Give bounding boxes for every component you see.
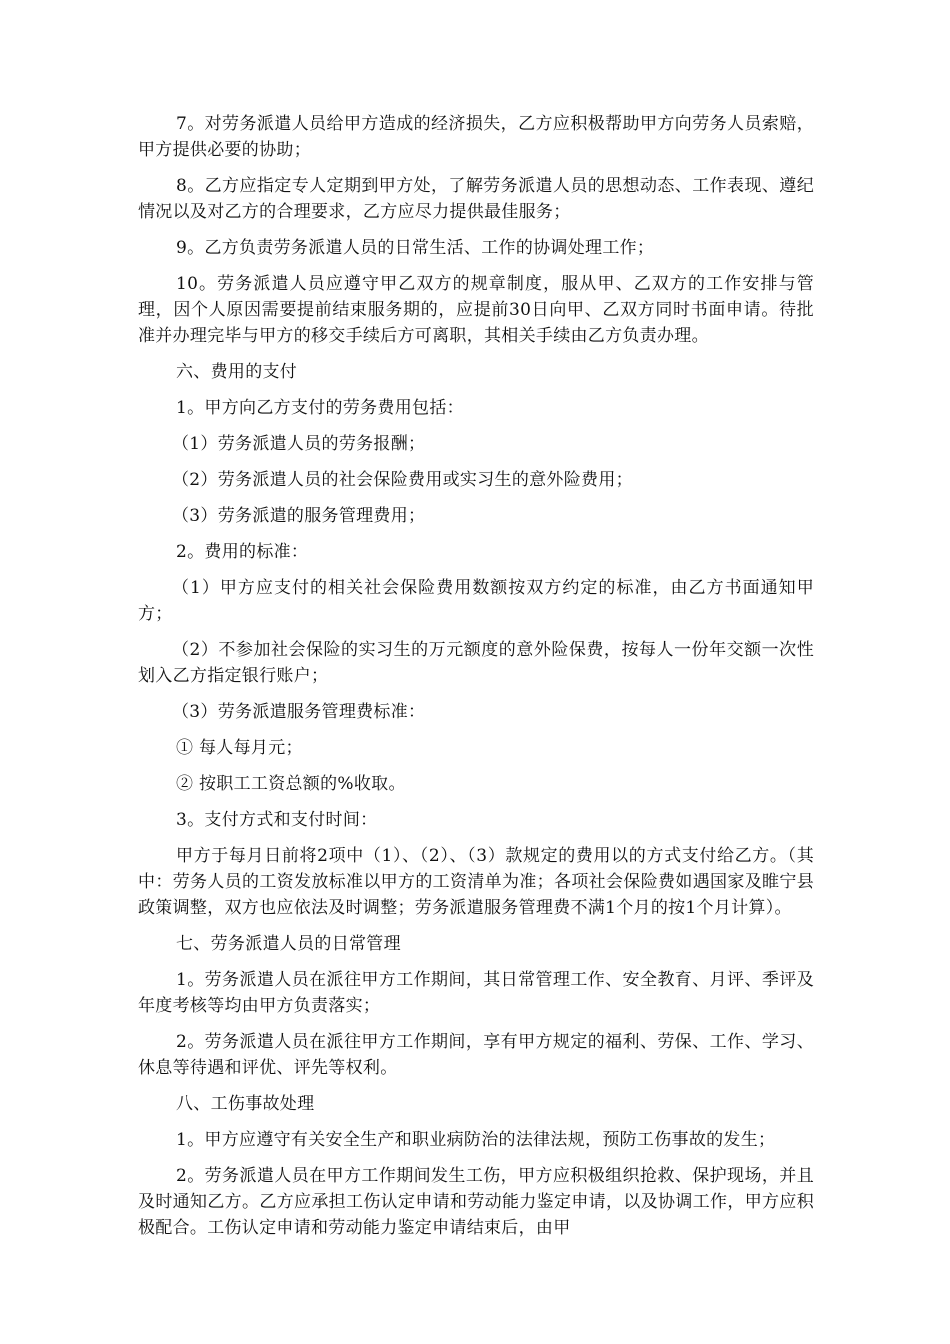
fee-option-a: ① 每人每月元； [176,738,303,758]
fee-item-2: （2）劳务派遣人员的社会保险费用或实习生的意外险费用； [172,470,633,490]
injury-clause-1: 1。甲方应遵守有关安全生产和职业病防治的法律法规，预防工伤事故的发生； [176,1130,776,1150]
clause-10: 10。劳务派遣人员应遵守甲乙双方的规章制度，服从甲、乙双方的工作安排与管理，因个人原因需要提前结束服务期的，应提前30日向甲、乙双方同时书面申请。待批准并办理完毕与甲方的移交手续后方可离职，其相关手续由乙方负责办理。 [138,274,814,346]
document-body [138,111,814,1251]
fee-clause-3: 3。支付方式和支付时间： [176,810,378,830]
fee-standard-2: （2）不参加社会保险的实习生的万元额度的意外险保费，按每人一份年交额一次性划入乙方指定银行账户； [138,640,814,686]
fee-item-3: （3）劳务派遣的服务管理费用； [172,506,426,526]
clause-8: 8。乙方应指定专人定期到甲方处，了解劳务派遣人员的思想动态、工作表现、遵纪情况以及对乙方的合理要求，乙方应尽力提供最佳服务； [138,176,814,222]
clause-9: 9。乙方负责劳务派遣人员的日常生活、工作的协调处理工作； [176,238,655,258]
clause-7: 7。对劳务派遣人员给甲方造成的经济损失，乙方应积极帮助甲方向劳务人员索赔，甲方提供必要的协助； [138,114,814,160]
fee-clause-2: 2。费用的标准： [176,542,309,562]
fee-option-b: ② 按职工工资总额的%收取。 [176,774,406,794]
fee-item-1: （1）劳务派遣人员的劳务报酬； [172,434,426,454]
fee-standard-3: （3）劳务派遣服务管理费标准： [172,702,426,722]
fee-clause-1: 1。甲方向乙方支付的劳务费用包括： [176,398,464,418]
section-heading-8: 八、工伤事故处理 [176,1094,315,1114]
management-clause-1: 1。劳务派遣人员在派往甲方工作期间，其日常管理工作、安全教育、月评、季评及年度考核等均由甲方负责落实； [138,970,814,1016]
injury-clause-2: 2。劳务派遣人员在甲方工作期间发生工伤，甲方应积极组织抢救、保护现场，并且及时通知乙方。乙方应承担工伤认定申请和劳动能力鉴定申请，以及协调工作，甲方应积极配合。工伤认定申请和劳动能力鉴定申请结束后，由甲 [138,1166,814,1238]
section-heading-7: 七、劳务派遣人员的日常管理 [176,934,401,954]
payment-terms: 甲方于每月日前将2项中（1）、（2）、（3）款规定的费用以的方式支付给乙方。（其中：劳务人员的工资发放标准以甲方的工资清单为准；各项社会保险费如遇国家及睢宁县政策调整，双方也应依法及时调整；劳务派遣服务管理费不满1个月的按1个月计算）。 [138,846,814,918]
management-clause-2: 2。劳务派遣人员在派往甲方工作期间，享有甲方规定的福利、劳保、工作、学习、休息等待遇和评优、评先等权利。 [138,1032,814,1078]
section-heading-6: 六、费用的支付 [176,362,298,382]
fee-standard-1: （1）甲方应支付的相关社会保险费用数额按双方约定的标准，由乙方书面通知甲方； [138,578,814,624]
